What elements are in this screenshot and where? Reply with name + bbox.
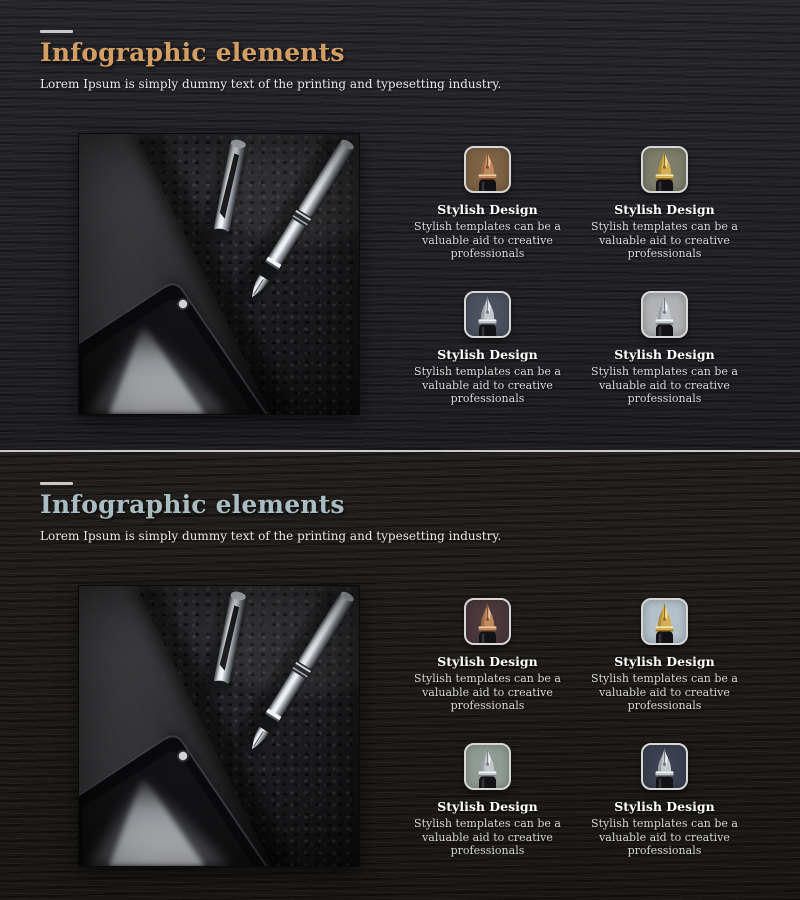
pen-nib-icon [464, 146, 511, 193]
slide-title: Infographic elements [40, 490, 345, 519]
feature-card [580, 291, 750, 406]
card-description: Stylish templates can be a valuable aid to creative professionals [591, 220, 738, 261]
title-accent-line [40, 30, 73, 33]
pens-photo-illustration [79, 134, 359, 414]
feature-cards-grid [399, 146, 753, 406]
title-accent-line [40, 482, 73, 485]
card-title: Stylish Design [437, 346, 538, 362]
feature-card [580, 146, 750, 261]
card-title: Stylish Design [437, 202, 538, 217]
card-title: Stylish Design [437, 654, 538, 669]
card-title: Stylish Design [614, 202, 715, 217]
slide-subtitle: Lorem Ipsum is simply dummy text of the printing and typesetting industry. [40, 77, 502, 91]
card-description: Stylish templates can be a valuable aid to creative professionals [591, 672, 738, 713]
feature-card [403, 146, 573, 261]
feature-card [403, 743, 573, 858]
slide-title: Infographic elements [40, 38, 345, 67]
pen-nib-icon [464, 743, 511, 790]
feature-card [403, 598, 573, 713]
feature-card [580, 743, 750, 858]
card-description: Stylish templates can be a valuable aid to creative professionals [414, 364, 561, 406]
pens-on-leather-photo [79, 134, 359, 414]
pen-nib-icon [464, 598, 511, 645]
card-title: Stylish Design [437, 798, 538, 814]
card-description: Stylish templates can be a valuable aid to creative professionals [414, 672, 561, 713]
feature-card [580, 598, 750, 713]
pen-nib-icon [641, 598, 688, 645]
slide-2[interactable] [0, 450, 800, 900]
slide-subtitle: Lorem Ipsum is simply dummy text of the printing and typesetting industry. [40, 529, 502, 543]
card-description: Stylish templates can be a valuable aid to creative professionals [591, 816, 738, 858]
pen-nib-icon [641, 146, 688, 193]
card-title: Stylish Design [614, 654, 715, 669]
card-description: Stylish templates can be a valuable aid to creative professionals [591, 364, 738, 406]
card-description: Stylish templates can be a valuable aid to creative professionals [414, 220, 561, 261]
card-title: Stylish Design [614, 798, 715, 814]
camera-dot-icon [179, 752, 187, 760]
pens-on-leather-photo [79, 586, 359, 866]
camera-dot-icon [179, 300, 187, 308]
feature-cards-grid [399, 598, 753, 858]
card-description: Stylish templates can be a valuable aid to creative professionals [414, 816, 561, 858]
feature-card [403, 291, 573, 406]
pens-photo-illustration [79, 586, 359, 866]
card-title: Stylish Design [614, 346, 715, 362]
pen-nib-icon [641, 743, 688, 790]
pen-nib-icon [641, 291, 688, 338]
pen-nib-icon [464, 291, 511, 338]
